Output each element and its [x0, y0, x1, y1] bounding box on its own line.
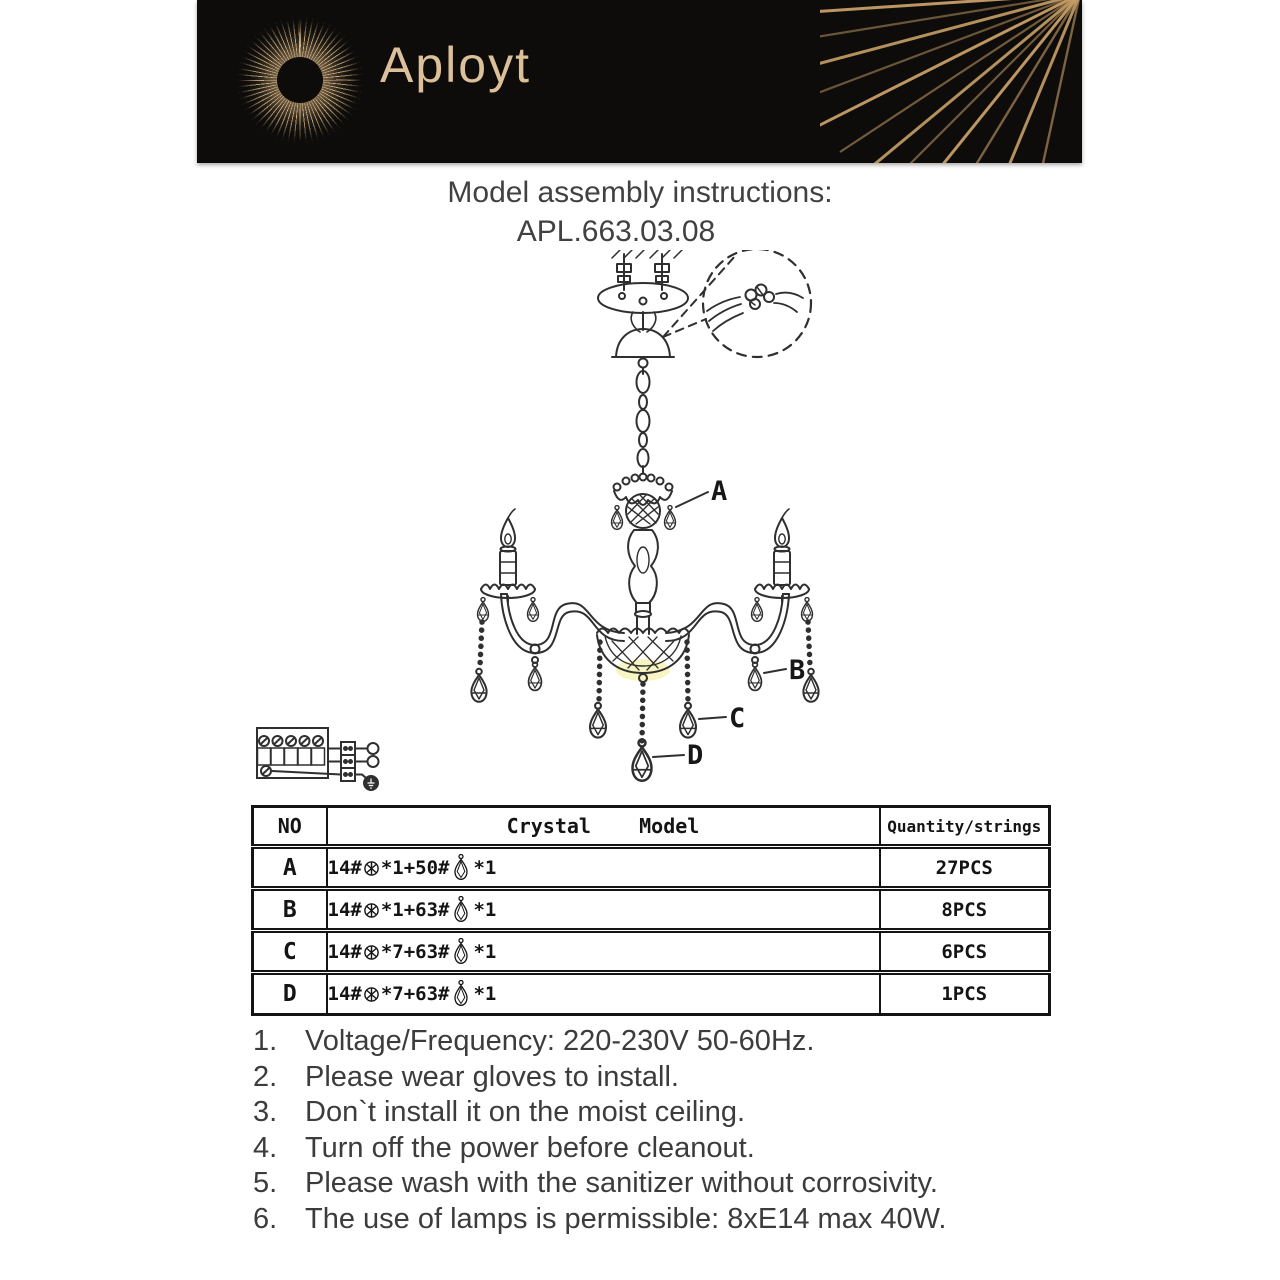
model-text: *1: [473, 856, 497, 879]
parts-table: [251, 805, 1051, 1016]
center-ball-and-stem: [626, 494, 660, 634]
instruction-text: The use of lamps is permissible: 8xE14 max 40W.: [305, 1202, 947, 1235]
col-header-qty: Quantity/strings: [880, 807, 1050, 847]
chandelier-diagram: [420, 250, 880, 810]
instruction-item: [253, 1131, 1063, 1167]
row-b-qty: 8PCS: [880, 889, 1050, 931]
drop-crystal-icon: [452, 980, 470, 1008]
left-candle: [471, 509, 538, 702]
part-label-a: A: [711, 476, 728, 507]
instruction-number: 1.: [253, 1025, 278, 1057]
model-text: *7+63#: [380, 940, 450, 963]
bead-crystal-icon: [363, 860, 380, 877]
model-text: 14#: [327, 856, 362, 879]
instruction-text: Turn off the power before cleanout.: [305, 1131, 755, 1164]
row-a-no: A: [253, 847, 327, 889]
drop-crystal-icon: [452, 938, 470, 966]
drop-crystal-icon: [452, 854, 470, 882]
part-label-c: C: [729, 703, 746, 734]
drop-crystal-icon: [452, 896, 470, 924]
instruction-number: 4.: [253, 1131, 278, 1164]
bead-crystal-icon: [363, 944, 380, 961]
row-c-no: C: [253, 931, 327, 973]
instruction-text: Please wash with the sanitizer without corrosivity.: [305, 1167, 938, 1199]
center-bowl: [597, 629, 689, 683]
bead-crystal-icon: [363, 986, 380, 1003]
instruction-number: 5.: [253, 1167, 278, 1199]
instruction-text: Please wear gloves to install.: [305, 1060, 679, 1093]
instruction-item: [253, 1202, 1063, 1238]
model-text: *1+63#: [380, 898, 450, 921]
row-c-qty: 6PCS: [880, 931, 1050, 973]
brand-banner: [197, 0, 1082, 163]
instruction-number: 6.: [253, 1202, 278, 1235]
model-text: *7+63#: [380, 983, 450, 1005]
col-header-model: Crystal Model: [327, 807, 880, 847]
col-header-no: NO: [253, 807, 327, 847]
row-d-no: D: [253, 973, 327, 1015]
instruction-number: 2.: [253, 1060, 278, 1093]
canopy-and-chain: [612, 329, 674, 474]
instruction-number: 3.: [253, 1096, 278, 1128]
row-d-model: [327, 973, 880, 1015]
model-text: *1: [473, 983, 497, 1005]
table-row-b: [253, 889, 1050, 931]
part-label-b: B: [789, 655, 806, 686]
row-c-model: [327, 931, 880, 973]
right-candle: [752, 509, 819, 702]
row-a-qty: 27PCS: [880, 847, 1050, 889]
model-number: APL.663.03.08: [516, 215, 716, 248]
model-text: 14#: [327, 983, 362, 1005]
corner-rays-icon: [820, 0, 1082, 163]
row-b-model: [327, 889, 880, 931]
table-row-c: [253, 931, 1050, 973]
title-block: [0, 176, 1280, 249]
instruction-text: Don`t install it on the moist ceiling.: [305, 1096, 746, 1128]
table-row-d: [253, 973, 1050, 1015]
page-title: Model assembly instructions:: [447, 176, 833, 209]
row-b-no: B: [253, 889, 327, 931]
brand-text: Aployt: [380, 37, 531, 93]
wiring-diagram: [248, 712, 428, 812]
output-wires: [355, 743, 379, 790]
sunburst-logo-icon: [238, 18, 362, 142]
model-text: 14#: [327, 898, 362, 921]
crown-part-a: [612, 474, 676, 530]
row-a-model: [327, 847, 880, 889]
instruction-item: [253, 1095, 1063, 1131]
terminal-screws: [258, 736, 325, 776]
model-text: *1: [473, 940, 497, 963]
instruction-item: [253, 1024, 1063, 1060]
bead-crystal-icon: [363, 902, 380, 919]
instructions-list: [253, 1024, 1063, 1237]
model-text: *1: [473, 898, 497, 921]
label-leader-lines: [653, 492, 786, 757]
left-arm: [501, 594, 624, 690]
table-row-a: [253, 847, 1050, 889]
instruction-item: [253, 1166, 1063, 1202]
part-label-d: D: [687, 740, 704, 771]
model-text: *1+50#: [380, 856, 450, 879]
row-d-qty: 1PCS: [880, 973, 1050, 1015]
table-header-row: [253, 807, 1050, 847]
instruction-text: Voltage/Frequency: 220-230V 50-60Hz.: [305, 1025, 815, 1057]
instruction-item: [253, 1060, 1063, 1096]
ceiling-mount: [598, 250, 688, 332]
model-text: 14#: [327, 940, 362, 963]
